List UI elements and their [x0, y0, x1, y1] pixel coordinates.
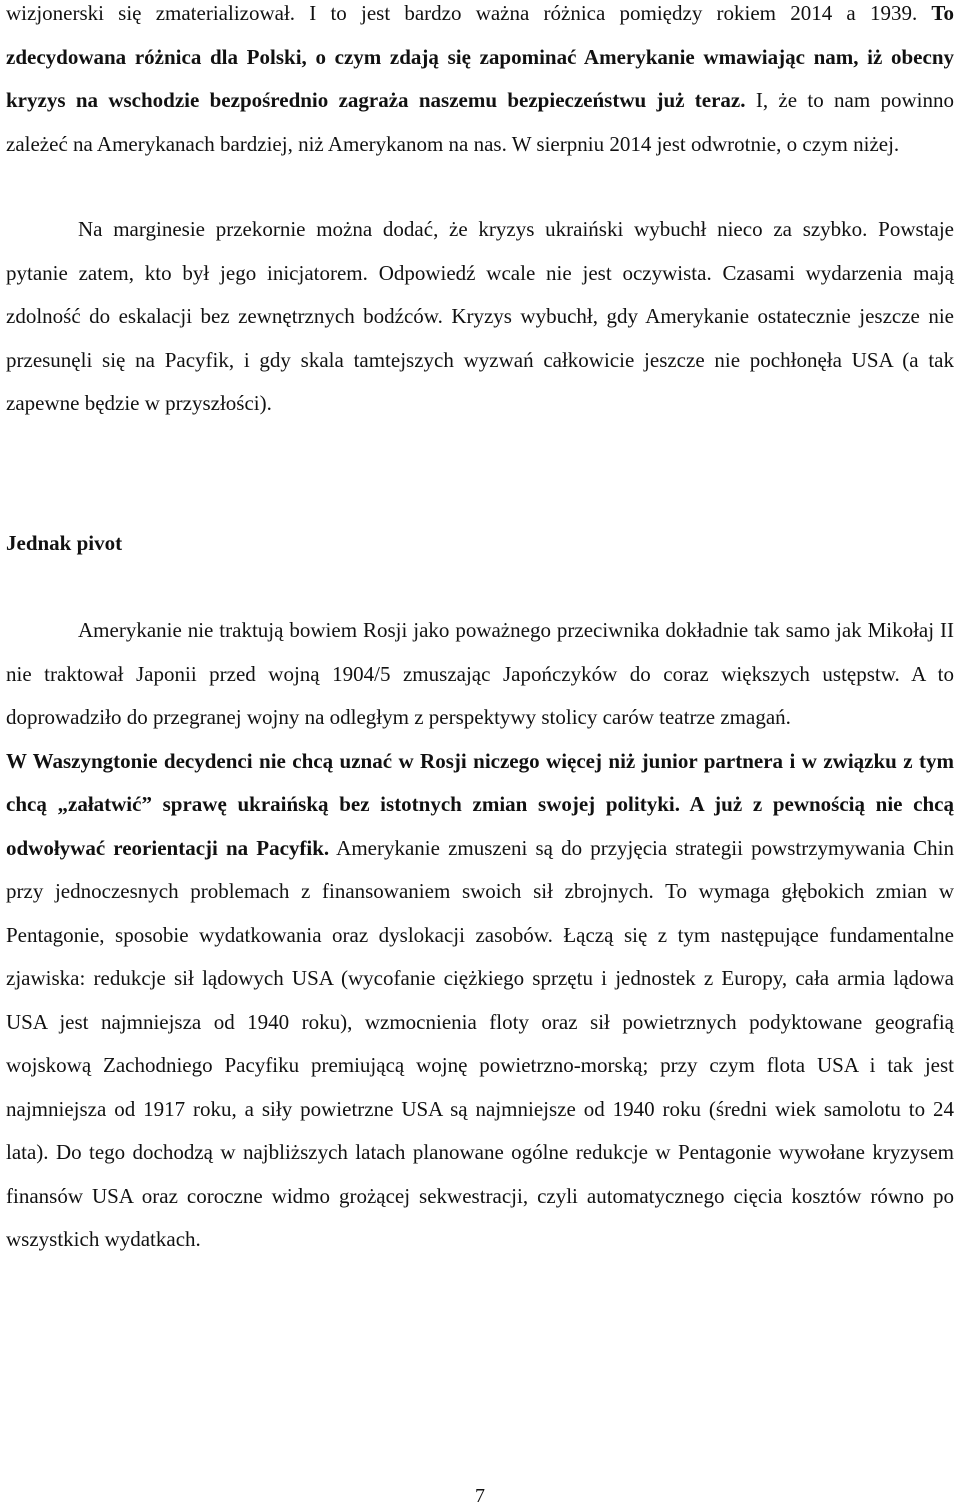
paragraph-washington: [6, 740, 954, 1262]
paragraph-margin-note: Na marginesie przekornie można dodać, że kryzys ukraiński wybuchł nieco za szybko. Powstaje pytanie zatem, kto był jego inicjatorem. Odpowiedź wcale nie jest oczywista. Czasami wydarzenia mają zdolność do eskalacji bez zewnętrznych bodźców. Kryzys wybuchł, gdy Amerykanie ostatecznie jeszcze nie przesunęli się na Pacyfik, i gdy skala tamtejszych wyzwań całkowicie jeszcze nie pochłonęła USA (a tak zapewne będzie w przyszłości).: [6, 217, 954, 415]
paragraph-washington-text: Amerykanie zmuszeni są do przyjęcia strategii powstrzymywania Chin przy jednoczesnych problemach z finansowaniem swoich sił zbrojnych. To wymaga głębokich zmian w Pentagonie, sposobie wydatkowania oraz dyslokacji zasobów. Łączą się z tym następujące fundamentalne zjawiska: redukcje sił lądowych USA (wycofanie ciężkiego sprzętu i jednostek z Europy, cała armia lądowa USA jest najmniejsza od 1940 roku), wzmocnienia floty oraz sił powietrznych podyktowane geografią wojskową Zachodniego Pacyfiku premiującą wojnę powietrzno-morską; przy czym flota USA i tak jest najmniejsza od 1917 roku, a siły powietrzne USA są najmniejsze od 1940 roku (średni wiek samolotu to 24 lata). Do tego dochodzą w najbliższych latach planowane ogólne redukcje w Pentagonie wywołane kryzysem finansów USA oraz coroczne widmo grożącej sekwestracji, czyli automatycznego cięcia kosztów równo po wszystkich wydatkach.: [6, 835, 954, 1251]
page-number: 7: [475, 1485, 485, 1507]
paragraph-intro-text-2: I, że to nam powinno zależeć na Amerykanach bardziej, niż Amerykanom na nas. W sierpniu 2014 jest odwrotnie, o czym niżej.: [6, 88, 955, 156]
paragraph-intro: [6, 0, 954, 166]
document-page: [6, 0, 954, 1262]
paragraph-russia: Amerykanie nie traktują bowiem Rosji jako poważnego przeciwnika dokładnie tak samo jak Mikołaj II nie traktował Japonii przed wojną 1904/5 zmuszając Japończyków do coraz większych ustępstw. A to doprowadziło do przegranej wojny na odległym z perspektywy stolicy carów teatrze zmagań.: [6, 618, 954, 729]
section-heading: Jednak pivot: [6, 530, 123, 555]
paragraph-intro-bold: To zdecydowana różnica dla Polski, o czym zdają się zapominać Amerykanie wmawiając nam, iż obecny kryzys na wschodzie bezpośrednio zagraża naszemu bezpieczeństwu już teraz.: [6, 1, 954, 112]
paragraph-intro-text-1: wizjonerski się zmaterializował. I to jest bardzo ważna różnica pomiędzy rokiem 2014 a 1939.: [6, 1, 932, 25]
paragraph-washington-bold: W Waszyngtonie decydenci nie chcą uznać w Rosji niczego więcej niż junior partnera i w związku z tym chcą „załatwić” sprawę ukraińską bez istotnych zmian swojej polityki. A już z pewnością nie chcą odwoływać reorientacji na Pacyfik.: [6, 748, 954, 860]
